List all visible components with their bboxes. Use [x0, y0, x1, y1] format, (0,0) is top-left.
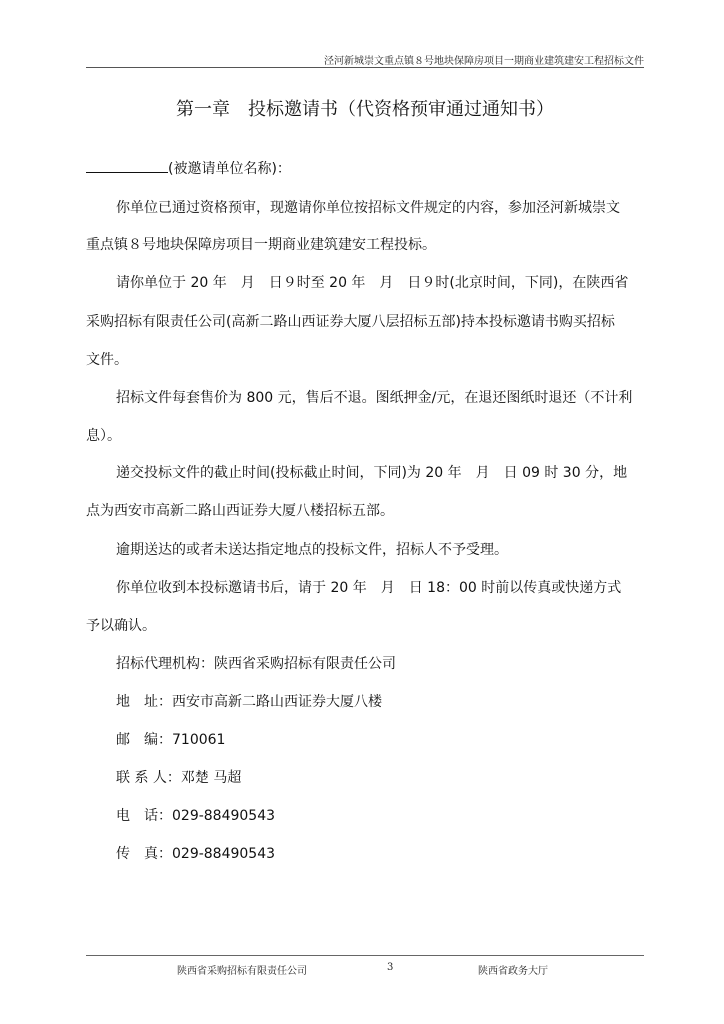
addressee-label: (被邀请单位名称)： — [168, 161, 291, 177]
page-number: 3 — [387, 962, 394, 973]
contact-postcode: 邮 编：710061 — [116, 732, 226, 748]
contact-address: 地 址：西安市高新二路山西证券大厦八楼 — [116, 694, 382, 710]
paragraph-2-line-1: 请你单位于 20 年 月 日９时至 20 年 月 日９时(北京时间，下同)，在陕西省 — [116, 275, 629, 291]
paragraph-2-line-3: 文件。 — [86, 352, 128, 368]
paragraph-6-line-1: 你单位收到本投标邀请书后，请于 20 年 月 日 18：00 时前以传真或快递方式 — [116, 580, 622, 596]
footer-divider — [86, 955, 644, 956]
chapter-title: 第一章 投标邀请书（代资格预审通过通知书） — [176, 99, 554, 120]
contact-agency: 招标代理机构：陕西省采购招标有限责任公司 — [116, 656, 396, 672]
paragraph-3-line-1: 招标文件每套售价为 800 元，售后不退。图纸押金/元，在退还图纸时退还（不计利 — [116, 390, 633, 406]
contact-fax: 传 真：029-88490543 — [116, 846, 276, 862]
addressee-blank — [86, 160, 168, 173]
paragraph-5-line-1: 逾期送达的或者未送达指定地点的投标文件，招标人不予受理。 — [116, 542, 508, 558]
contact-phone: 电 话：029-88490543 — [116, 808, 276, 824]
paragraph-2-line-2: 采购招标有限责任公司(高新二路山西证券大厦八层招标五部)持本投标邀请书购买招标 — [86, 314, 615, 330]
paragraph-1-line-1: 你单位已通过资格预审，现邀请你单位按招标文件规定的内容，参加泾河新城崇文 — [116, 200, 620, 216]
paragraph-4-line-2: 点为西安市高新二路山西证券大厦八楼招标五部。 — [86, 503, 394, 519]
paragraph-3-line-2: 息）。 — [86, 428, 121, 444]
footer-company: 陕西省采购招标有限责任公司 — [177, 966, 307, 977]
paragraph-4-line-1: 递交投标文件的截止时间(投标截止时间，下同)为 20 年 月 日 09 时 30 分，地 — [116, 465, 628, 481]
header-divider — [86, 67, 644, 68]
addressee-line — [86, 158, 646, 178]
paragraph-1-line-2: 重点镇８号地块保障房项目一期商业建筑建安工程投标。 — [86, 237, 436, 253]
document-header: 泾河新城崇文重点镇８号地块保障房项目一期商业建筑建安工程招标文件 — [324, 56, 644, 67]
paragraph-6-line-2: 予以确认。 — [86, 618, 156, 634]
footer-hall: 陕西省政务大厅 — [478, 966, 548, 977]
contact-person: 联 系 人：邓楚 马超 — [116, 770, 242, 786]
